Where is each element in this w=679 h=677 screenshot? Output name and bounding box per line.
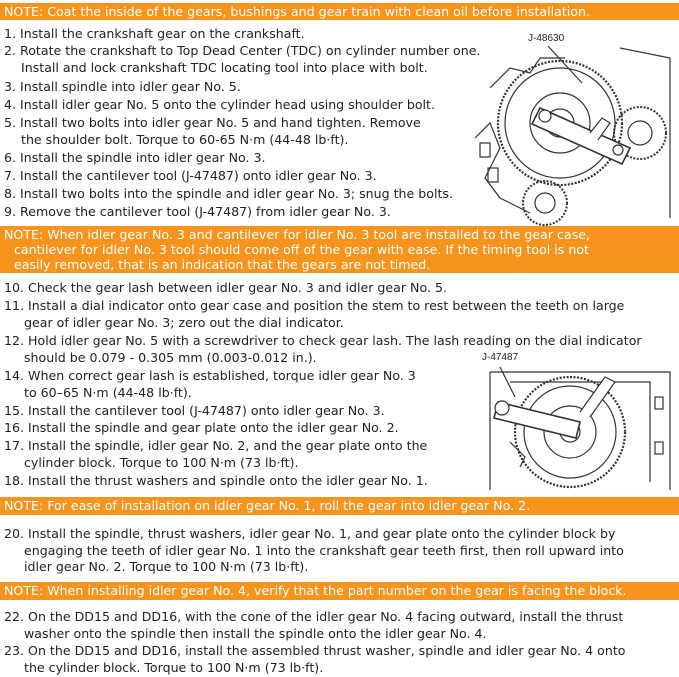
step-7: 7. Install the cantilever tool (J-47487) onto idler gear No. 3.	[4, 168, 377, 183]
step-22-line2: washer onto the spindle then install the spindle onto the idler gear No. 4.	[24, 625, 487, 641]
figure-1-label: J-48630	[528, 33, 565, 44]
step-20	[4, 526, 624, 576]
step-2-line1: 2. Rotate the crankshaft to Top Dead Center (TDC) on cylinder number one.	[4, 43, 481, 58]
step-20-line3: idler gear No. 2. Torque to 100 N·m (73 lb·ft).	[24, 559, 309, 574]
step-1: 1. Install the crankshaft gear on the crankshaft.	[4, 26, 305, 41]
step-23-line1: 23. On the DD15 and DD16, install the assembled thrust washer, spindle and idler gear No. 4 onto	[4, 643, 626, 658]
figure-cantilever-tool	[470, 352, 675, 492]
note-timing-line2: cantilever for idler No. 3 tool should come off of the gear with ease. If the timing tool is not	[14, 242, 589, 257]
figure-gear-train-tool	[470, 28, 675, 226]
note-idler4	[0, 582, 679, 600]
step-15: 15. Install the cantilever tool (J-47487) onto idler gear No. 3.	[4, 403, 385, 418]
step-3: 3. Install spindle into idler gear No. 5.	[4, 79, 241, 94]
figure-2-label: J-47487	[482, 352, 519, 363]
gear-train-illustration	[470, 28, 675, 226]
note-timing-line1: NOTE: When idler gear No. 3 and cantilever for idler No. 3 tool are installed to the gear case,	[4, 227, 591, 242]
step-17	[4, 438, 427, 471]
note-idler1	[0, 497, 679, 515]
step-5	[4, 115, 421, 148]
step-22-line1: 22. On the DD15 and DD16, with the cone of the idler gear No. 4 facing outward, install the thrust	[4, 609, 624, 624]
step-4: 4. Install idler gear No. 5 onto the cylinder head using shoulder bolt.	[4, 97, 435, 112]
note-oil	[0, 3, 679, 20]
step-20-line1: 20. Install the spindle, thrust washers, idler gear No. 1, and gear plate onto the cylinder block by	[4, 526, 616, 541]
step-8: 8. Install two bolts into the spindle and idler gear No. 3; snug the bolts.	[4, 186, 453, 201]
step-11-line1: 11. Install a dial indicator onto gear case and position the stem to rest between the teeth on large	[4, 298, 625, 313]
step-22	[4, 609, 623, 642]
note-timing-line3: easily removed, that is an indication that the gears are not timed.	[14, 257, 431, 272]
step-9: 9. Remove the cantilever tool (J-47487) from idler gear No. 3.	[4, 204, 391, 219]
step-12-line1: 12. Hold idler gear No. 5 with a screwdriver to check gear lash. The lash reading on the dial indicator	[4, 333, 642, 348]
note-idler4-text: NOTE: When installing idler gear No. 4, verify that the part number on the gear is facing the block.	[4, 583, 627, 598]
step-18: 18. Install the thrust washers and spindle onto the idler gear No. 1.	[4, 473, 428, 488]
step-14	[4, 368, 416, 401]
step-10: 10. Check the gear lash between idler gear No. 3 and idler gear No. 5.	[4, 280, 447, 295]
step-6: 6. Install the spindle into idler gear No. 3.	[4, 150, 266, 165]
step-20-line2: engaging the teeth of idler gear No. 1 into the crankshaft gear teeth first, then roll upward into	[24, 542, 624, 558]
step-12-line2: should be 0.079 - 0.305 mm (0.003-0.012 in.).	[24, 349, 317, 365]
step-17-line1: 17. Install the spindle, idler gear No. 2, and the gear plate onto the	[4, 438, 428, 453]
step-23-line2: the cylinder block. Torque to 100 N·m (73 lb·ft).	[24, 659, 324, 675]
step-17-line2: cylinder block. Torque to 100 N·m (73 lb·ft).	[24, 454, 299, 470]
cantilever-tool-illustration	[470, 352, 675, 492]
step-14-line1: 14. When correct gear lash is established, torque idler gear No. 3	[4, 368, 416, 383]
step-5-line2: the shoulder bolt. Torque to 60-65 N·m (44-48 lb·ft).	[21, 131, 349, 147]
step-11-line2: gear of idler gear No. 3; zero out the dial indicator.	[24, 314, 344, 330]
note-oil-text: NOTE: Coat the inside of the gears, bushings and gear train with clean oil before installation.	[4, 4, 590, 19]
step-11	[4, 298, 624, 331]
note-timing	[0, 226, 679, 273]
note-idler1-text: NOTE: For ease of installation on idler gear No. 1, roll the gear into idler gear No. 2.	[4, 498, 531, 513]
step-5-line1: 5. Install two bolts into idler gear No. 5 and hand tighten. Remove	[4, 115, 421, 130]
step-23	[4, 643, 625, 676]
step-2-line2: Install and lock crankshaft TDC locating tool into place with bolt.	[21, 59, 428, 75]
step-14-line2: to 60–65 N·m (44-48 lb·ft).	[24, 384, 192, 400]
step-2	[4, 43, 480, 76]
step-16: 16. Install the spindle and gear plate onto the idler gear No. 2.	[4, 420, 399, 435]
